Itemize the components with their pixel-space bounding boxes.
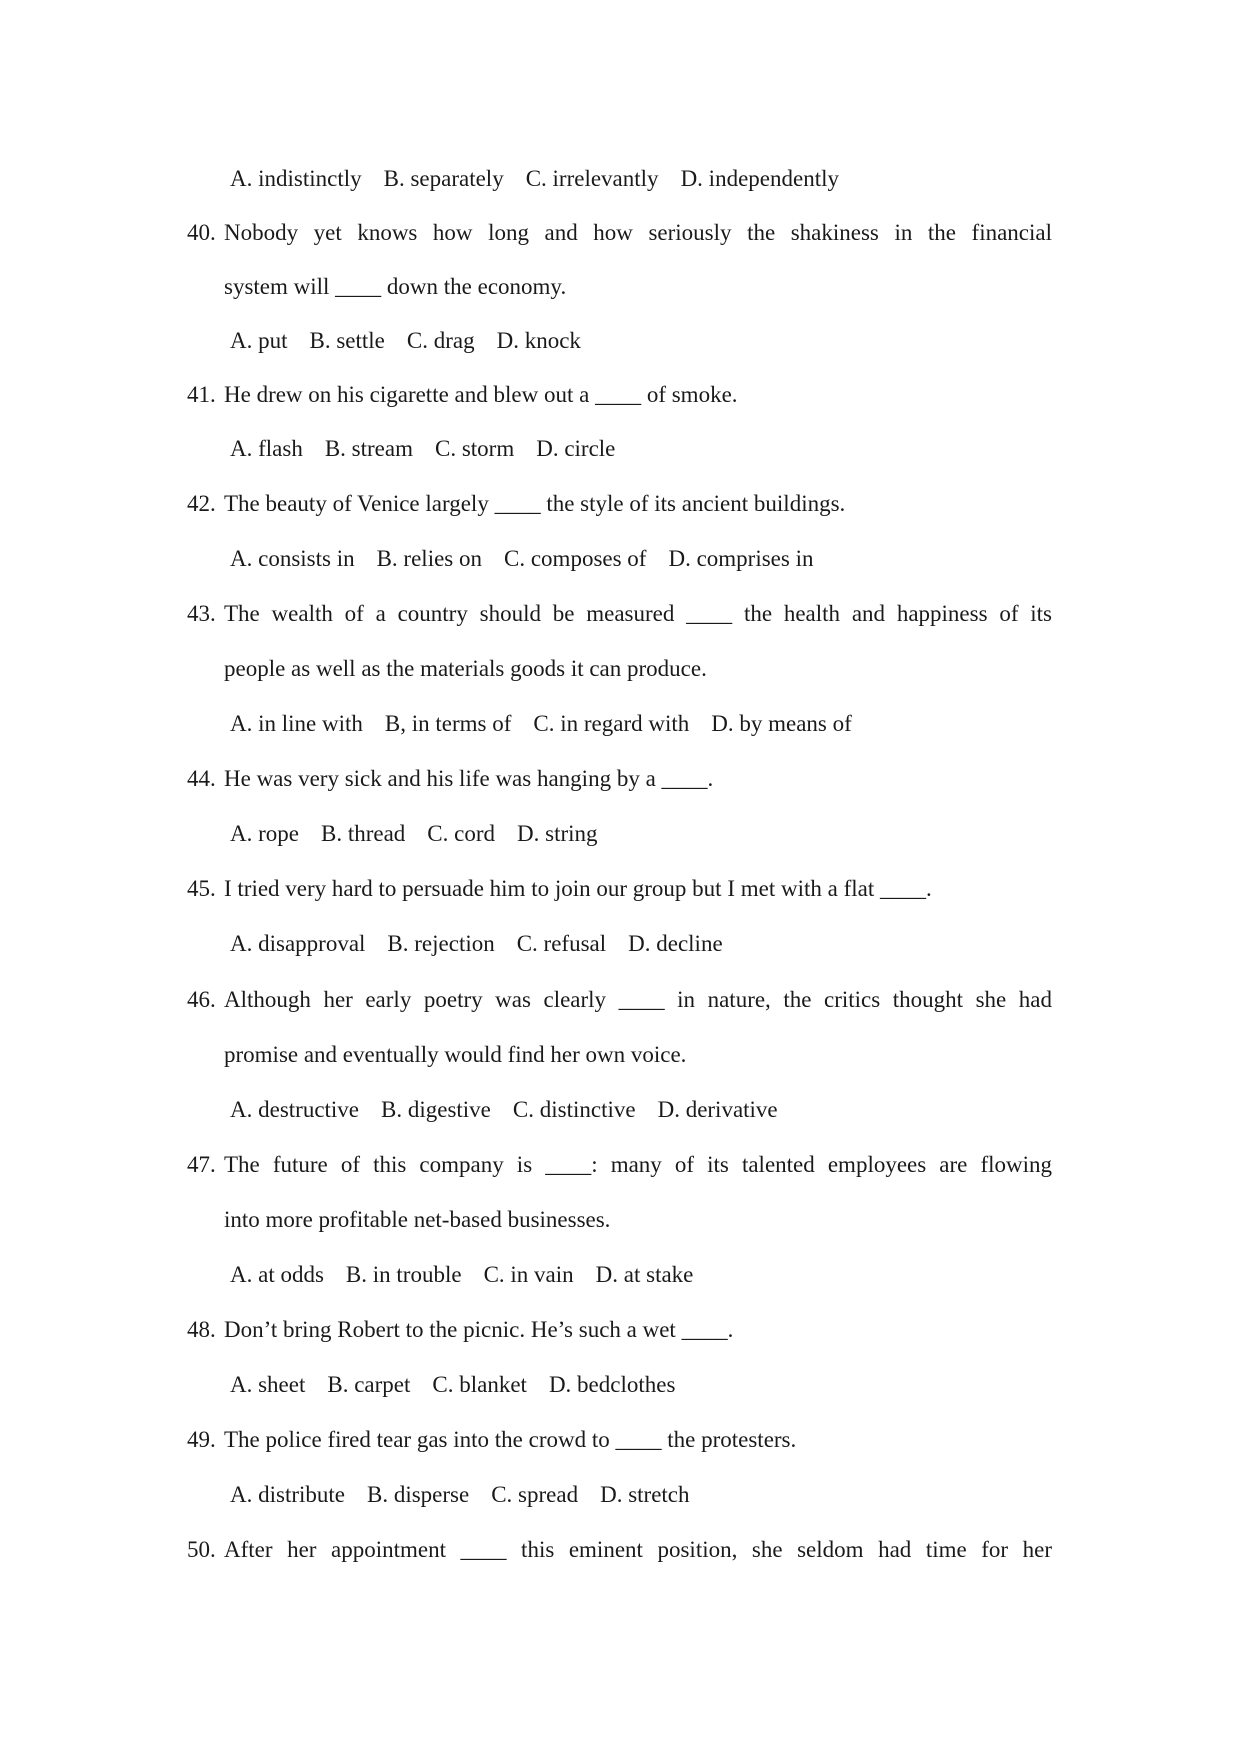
option-a: A. sheet <box>230 1372 306 1397</box>
option-b: B. rejection <box>387 931 495 956</box>
option-b: B. thread <box>320 821 406 846</box>
question-number: 40. <box>187 220 216 245</box>
question-stem-continued: people as well as the materials goods it can produce. <box>224 656 707 681</box>
option-a: A. disapproval <box>230 931 366 956</box>
question-number: 46. <box>187 987 216 1012</box>
question-number: 43. <box>187 601 216 626</box>
options <box>230 819 598 849</box>
options-39 <box>230 164 839 194</box>
question-stem: Don’t bring Robert to the picnic. He’s such a wet ____. <box>224 1317 734 1342</box>
options <box>230 434 615 464</box>
question-number: 44. <box>187 766 216 791</box>
question-number: 49. <box>187 1427 216 1452</box>
options <box>230 709 852 739</box>
question-stem-continued: system will ____ down the economy. <box>224 274 567 299</box>
question-stem-continued: promise and eventually would find her own voice. <box>224 1042 687 1067</box>
option-c: C. drag <box>406 328 475 353</box>
option-b: B. settle <box>309 328 385 353</box>
option-d: D. decline <box>628 931 723 956</box>
option-a: A. at odds <box>230 1262 324 1287</box>
option-c: C. in regard with <box>533 711 690 736</box>
options <box>230 1370 675 1400</box>
option-d: D. knock <box>496 328 581 353</box>
question-stem: Although her early poetry was clearly ____ in nature, the critics thought she had <box>224 987 1052 1012</box>
question-number: 50. <box>187 1537 216 1562</box>
question-stem: After her appointment ____ this eminent position, she seldom had time for her <box>224 1537 1052 1562</box>
question-stem-continued: into more profitable net-based businesses. <box>224 1207 611 1232</box>
option-b: B. carpet <box>327 1372 411 1397</box>
question-number: 45. <box>187 876 216 901</box>
options <box>230 544 813 574</box>
question-number: 47. <box>187 1152 216 1177</box>
option-c: C. irrelevantly <box>525 166 659 191</box>
option-a: A. flash <box>230 436 303 461</box>
option-b: B. relies on <box>376 546 482 571</box>
options <box>230 326 581 356</box>
option-c: C. in vain <box>483 1262 574 1287</box>
options <box>230 1095 778 1125</box>
option-c: C. refusal <box>516 931 607 956</box>
option-d: D. at stake <box>595 1262 694 1287</box>
option-a: A. destructive <box>230 1097 360 1122</box>
option-d: D. stretch <box>600 1482 690 1507</box>
option-a: A. indistinctly <box>230 166 362 191</box>
options <box>230 929 723 959</box>
option-a: A. in line with <box>230 711 363 736</box>
option-d: D. by means of <box>711 711 852 736</box>
options <box>230 1480 690 1510</box>
option-a: A. consists in <box>230 546 355 571</box>
option-c: C. cord <box>427 821 496 846</box>
question-stem: The police fired tear gas into the crowd to ____ the protesters. <box>224 1427 797 1452</box>
option-b: B. in trouble <box>345 1262 462 1287</box>
option-d: D. derivative <box>657 1097 778 1122</box>
question-number: 42. <box>187 491 216 516</box>
option-d: D. circle <box>536 436 616 461</box>
option-b: B. separately <box>383 166 504 191</box>
option-c: C. storm <box>434 436 515 461</box>
option-b: B. disperse <box>367 1482 470 1507</box>
option-d: D. bedclothes <box>548 1372 676 1397</box>
option-d: D. string <box>517 821 598 846</box>
question-stem: The future of this company is ____: many of its talented employees are flowing <box>224 1152 1052 1177</box>
option-c: C. distinctive <box>512 1097 636 1122</box>
question-stem: The beauty of Venice largely ____ the style of its ancient buildings. <box>224 491 846 516</box>
question-number: 41. <box>187 382 216 407</box>
option-a: A. rope <box>230 821 299 846</box>
option-b: B, in terms of <box>384 711 512 736</box>
option-c: C. composes of <box>504 546 647 571</box>
option-a: A. put <box>230 328 288 353</box>
question-stem: Nobody yet knows how long and how seriously the shakiness in the financial <box>224 220 1052 245</box>
option-a: A. distribute <box>230 1482 345 1507</box>
question-number: 48. <box>187 1317 216 1342</box>
options <box>230 1260 693 1290</box>
option-c: C. spread <box>491 1482 579 1507</box>
question-stem: The wealth of a country should be measured ____ the health and happiness of its <box>224 601 1052 626</box>
question-stem: He was very sick and his life was hanging by a ____. <box>224 766 714 791</box>
question-stem: He drew on his cigarette and blew out a ____ of smoke. <box>224 382 738 407</box>
option-b: B. stream <box>324 436 413 461</box>
question-stem: I tried very hard to persuade him to join our group but I met with a flat ____. <box>224 876 932 901</box>
option-d: D. independently <box>680 166 839 191</box>
option-b: B. digestive <box>381 1097 491 1122</box>
option-d: D. comprises in <box>668 546 814 571</box>
option-c: C. blanket <box>432 1372 527 1397</box>
